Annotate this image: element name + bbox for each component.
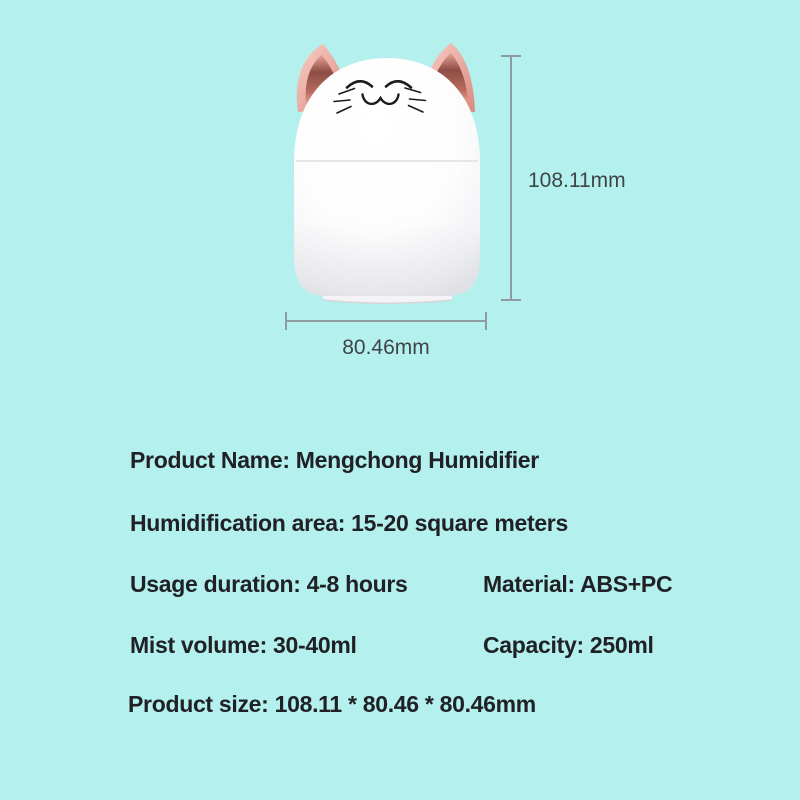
spec-humidification-area: Humidification area: 15-20 square meters bbox=[130, 510, 568, 536]
spec-capacity: Capacity: 250ml bbox=[483, 632, 654, 658]
spec-usage-duration: Usage duration: 4-8 hours bbox=[130, 571, 408, 597]
spec-mist-volume: Mist volume: 30-40ml bbox=[130, 632, 357, 658]
height-dimension-label: 108.11mm bbox=[528, 169, 626, 192]
spec-material: Material: ABS+PC bbox=[483, 571, 673, 597]
height-dimension-line bbox=[510, 56, 512, 300]
height-dimension-cap-bottom bbox=[501, 299, 521, 301]
width-dimension-label: 80.46mm bbox=[342, 336, 430, 359]
width-dimension-line bbox=[286, 320, 486, 322]
cat-humidifier-illustration bbox=[260, 30, 540, 320]
width-dimension-tick-right bbox=[485, 312, 487, 330]
spec-product-name: Product Name: Mengchong Humidifier bbox=[130, 447, 539, 473]
spec-product-size: Product size: 108.11 * 80.46 * 80.46mm bbox=[128, 691, 536, 717]
humidifier-body bbox=[294, 58, 480, 296]
